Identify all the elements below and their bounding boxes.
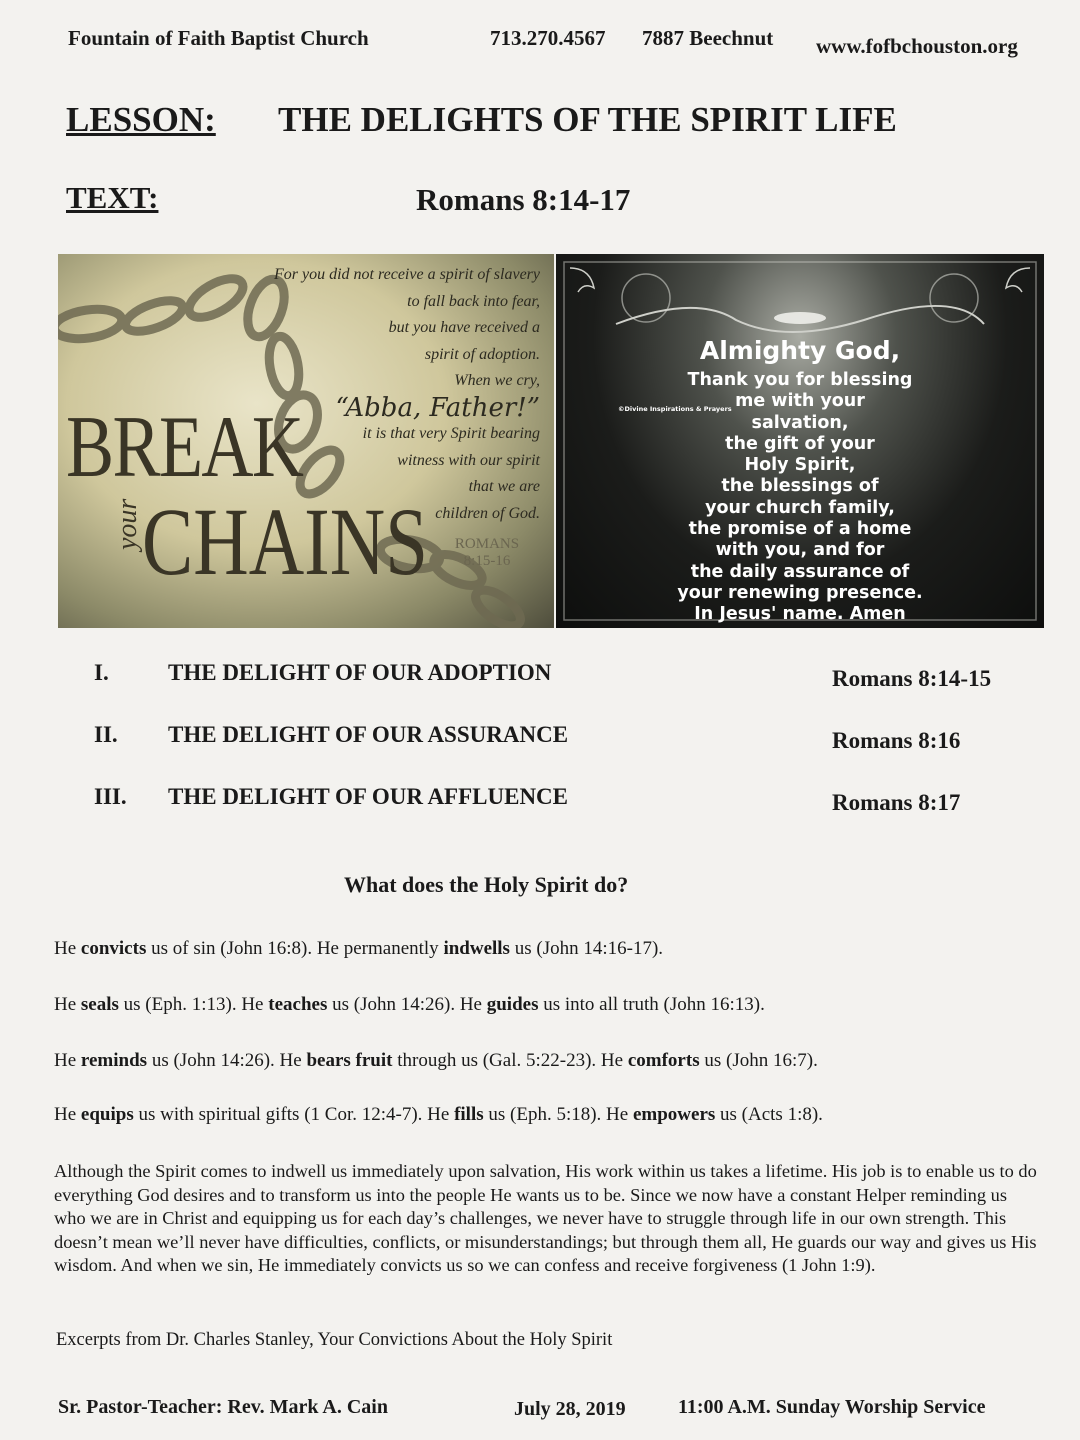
prayer-line: with you, and for <box>715 540 885 561</box>
statement-keyword: comforts <box>627 1050 700 1071</box>
statement-keyword: equips <box>80 1104 134 1125</box>
statement-text: He <box>54 1050 81 1071</box>
text-reference: Romans 8:14-17 <box>416 182 631 217</box>
prayer-line: me with your <box>735 391 865 412</box>
statement-paragraph <box>54 1104 823 1126</box>
statement-text: He <box>54 994 81 1015</box>
word-break: BREAK <box>66 399 303 496</box>
prayer-line: your church family, <box>705 497 895 518</box>
church-name: Fountain of Faith Baptist Church <box>68 26 369 50</box>
body-paragraph: Although the Spirit comes to indwell us immediately upon salvation, His work within us takes a lifetime. His job is to enable us to do everything God desires and to transform us into the people He wants us to be. Since we now have a constant Helper reminding us who we are in Christ and equipping us for each day’s challenges, we never have to struggle through life in our own strength. This doesn’t mean we’ll never have difficulties, conflicts, or misunderstandings; but through them all, He guards our way and gives us His wisdom. And when we sin, He immediately convicts us so we can confess and receive forgiveness (1 John 1:9). <box>54 1161 1037 1276</box>
prayer-line: Holy Spirit, <box>744 455 856 476</box>
statement-text: us of sin (John 16:8). He permanently <box>146 938 444 959</box>
image-verse-reference <box>442 536 532 570</box>
statement-text: us (John 14:26). He <box>327 994 487 1015</box>
watermark-text: ©Divine Inspirations & Prayers <box>618 405 732 413</box>
statement-text: us into all truth (John 16:13). <box>538 994 765 1015</box>
excerpt-credit: Excerpts from Dr. Charles Stanley, Your Convictions About the Holy Spirit <box>56 1330 613 1350</box>
verse-line: it is that very Spirit bearing <box>362 425 540 442</box>
statement-text: us with spiritual gifts (1 Cor. 12:4-7). He <box>133 1104 455 1125</box>
outline-title: THE DELIGHT OF OUR AFFLUENCE <box>168 784 569 809</box>
lesson-heading <box>66 100 897 140</box>
outline-title: THE DELIGHT OF OUR ADOPTION <box>168 660 552 685</box>
verse-line-abba: “Abba, Father!” <box>335 392 540 423</box>
pastor-name: Sr. Pastor-Teacher: Rev. Mark A. Cain <box>58 1396 388 1418</box>
statement-text: us (Acts 1:8). <box>715 1104 823 1125</box>
statement-paragraph <box>54 938 663 960</box>
word-chains: CHAINS <box>142 488 428 595</box>
lesson-title: THE DELIGHTS OF THE SPIRIT LIFE <box>278 100 897 139</box>
prayer-line: the blessings of <box>721 476 879 497</box>
prayer-line: In Jesus' name. Amen <box>694 604 906 625</box>
statement-paragraph <box>54 1050 818 1072</box>
statement-text: us (Eph. 5:18). He <box>483 1104 633 1125</box>
church-website: www.fofbchouston.org <box>816 34 1018 58</box>
text-label: TEXT: <box>66 180 159 215</box>
statement-text: He <box>54 938 81 959</box>
verse-line: witness with our spirit <box>397 451 540 469</box>
ref-line: ROMANS <box>454 536 520 552</box>
service-date: July 28, 2019 <box>514 1398 626 1420</box>
lesson-label: LESSON: <box>66 100 216 139</box>
statement-keyword: bears fruit <box>306 1050 393 1071</box>
verse-line: When we cry, <box>454 372 540 389</box>
prayer-line: the promise of a home <box>688 519 912 540</box>
verse-line: children of God. <box>435 504 540 522</box>
statement-text: He <box>54 1104 81 1125</box>
statement-keyword: guides <box>486 994 539 1015</box>
prayer-line: the daily assurance of <box>690 561 910 582</box>
statement-keyword: teaches <box>268 994 328 1015</box>
church-phone: 713.270.4567 <box>490 26 606 50</box>
statement-keyword: convicts <box>80 938 147 959</box>
outline-title: THE DELIGHT OF OUR ASSURANCE <box>168 722 569 747</box>
outline-number: III. <box>94 784 127 809</box>
prayer-image <box>556 254 1044 628</box>
question-text: What does the Holy Spirit do? <box>344 872 629 897</box>
outline-reference: Romans 8:16 <box>832 728 961 753</box>
prayer-line: your renewing presence. <box>677 582 923 603</box>
statement-keyword: seals <box>80 994 119 1015</box>
outline-reference: Romans 8:14-15 <box>832 666 992 691</box>
statement-keyword: reminds <box>80 1050 148 1071</box>
statement-paragraph <box>54 994 765 1016</box>
outline-number: II. <box>94 722 118 747</box>
break-your-chains-image <box>58 254 554 628</box>
verse-line: For you did not receive a spirit of slavery <box>273 266 540 283</box>
statement-keyword: fills <box>454 1104 484 1125</box>
statement-text: through us (Gal. 5:22-23). He <box>392 1050 628 1071</box>
prayer-line: Thank you for blessing <box>687 370 913 390</box>
church-address: 7887 Beechnut <box>642 26 774 50</box>
outline-reference: Romans 8:17 <box>832 790 961 815</box>
verse-line: that we are <box>468 478 540 495</box>
prayer-line: salvation, <box>751 412 849 433</box>
service-time: 11:00 A.M. Sunday Worship Service <box>678 1396 986 1418</box>
ref-line: 8:15-16 <box>463 553 511 569</box>
outline-number: I. <box>94 660 109 685</box>
statement-keyword: empowers <box>632 1104 716 1125</box>
statement-text: us (John 16:7). <box>699 1050 818 1071</box>
text-heading <box>66 180 631 217</box>
statement-text: us (Eph. 1:13). He <box>118 994 269 1015</box>
statement-keyword: indwells <box>443 938 510 959</box>
verse-line: spirit of adoption. <box>424 345 540 363</box>
word-your: your <box>112 498 143 550</box>
statement-text: us (John 14:16-17). <box>509 938 664 959</box>
verse-line: but you have received a <box>388 319 540 336</box>
statement-text: us (John 14:26). He <box>147 1050 307 1071</box>
prayer-title: Almighty God, <box>699 336 901 365</box>
verse-line: to fall back into fear, <box>407 292 540 310</box>
prayer-line: the gift of your <box>725 433 875 454</box>
